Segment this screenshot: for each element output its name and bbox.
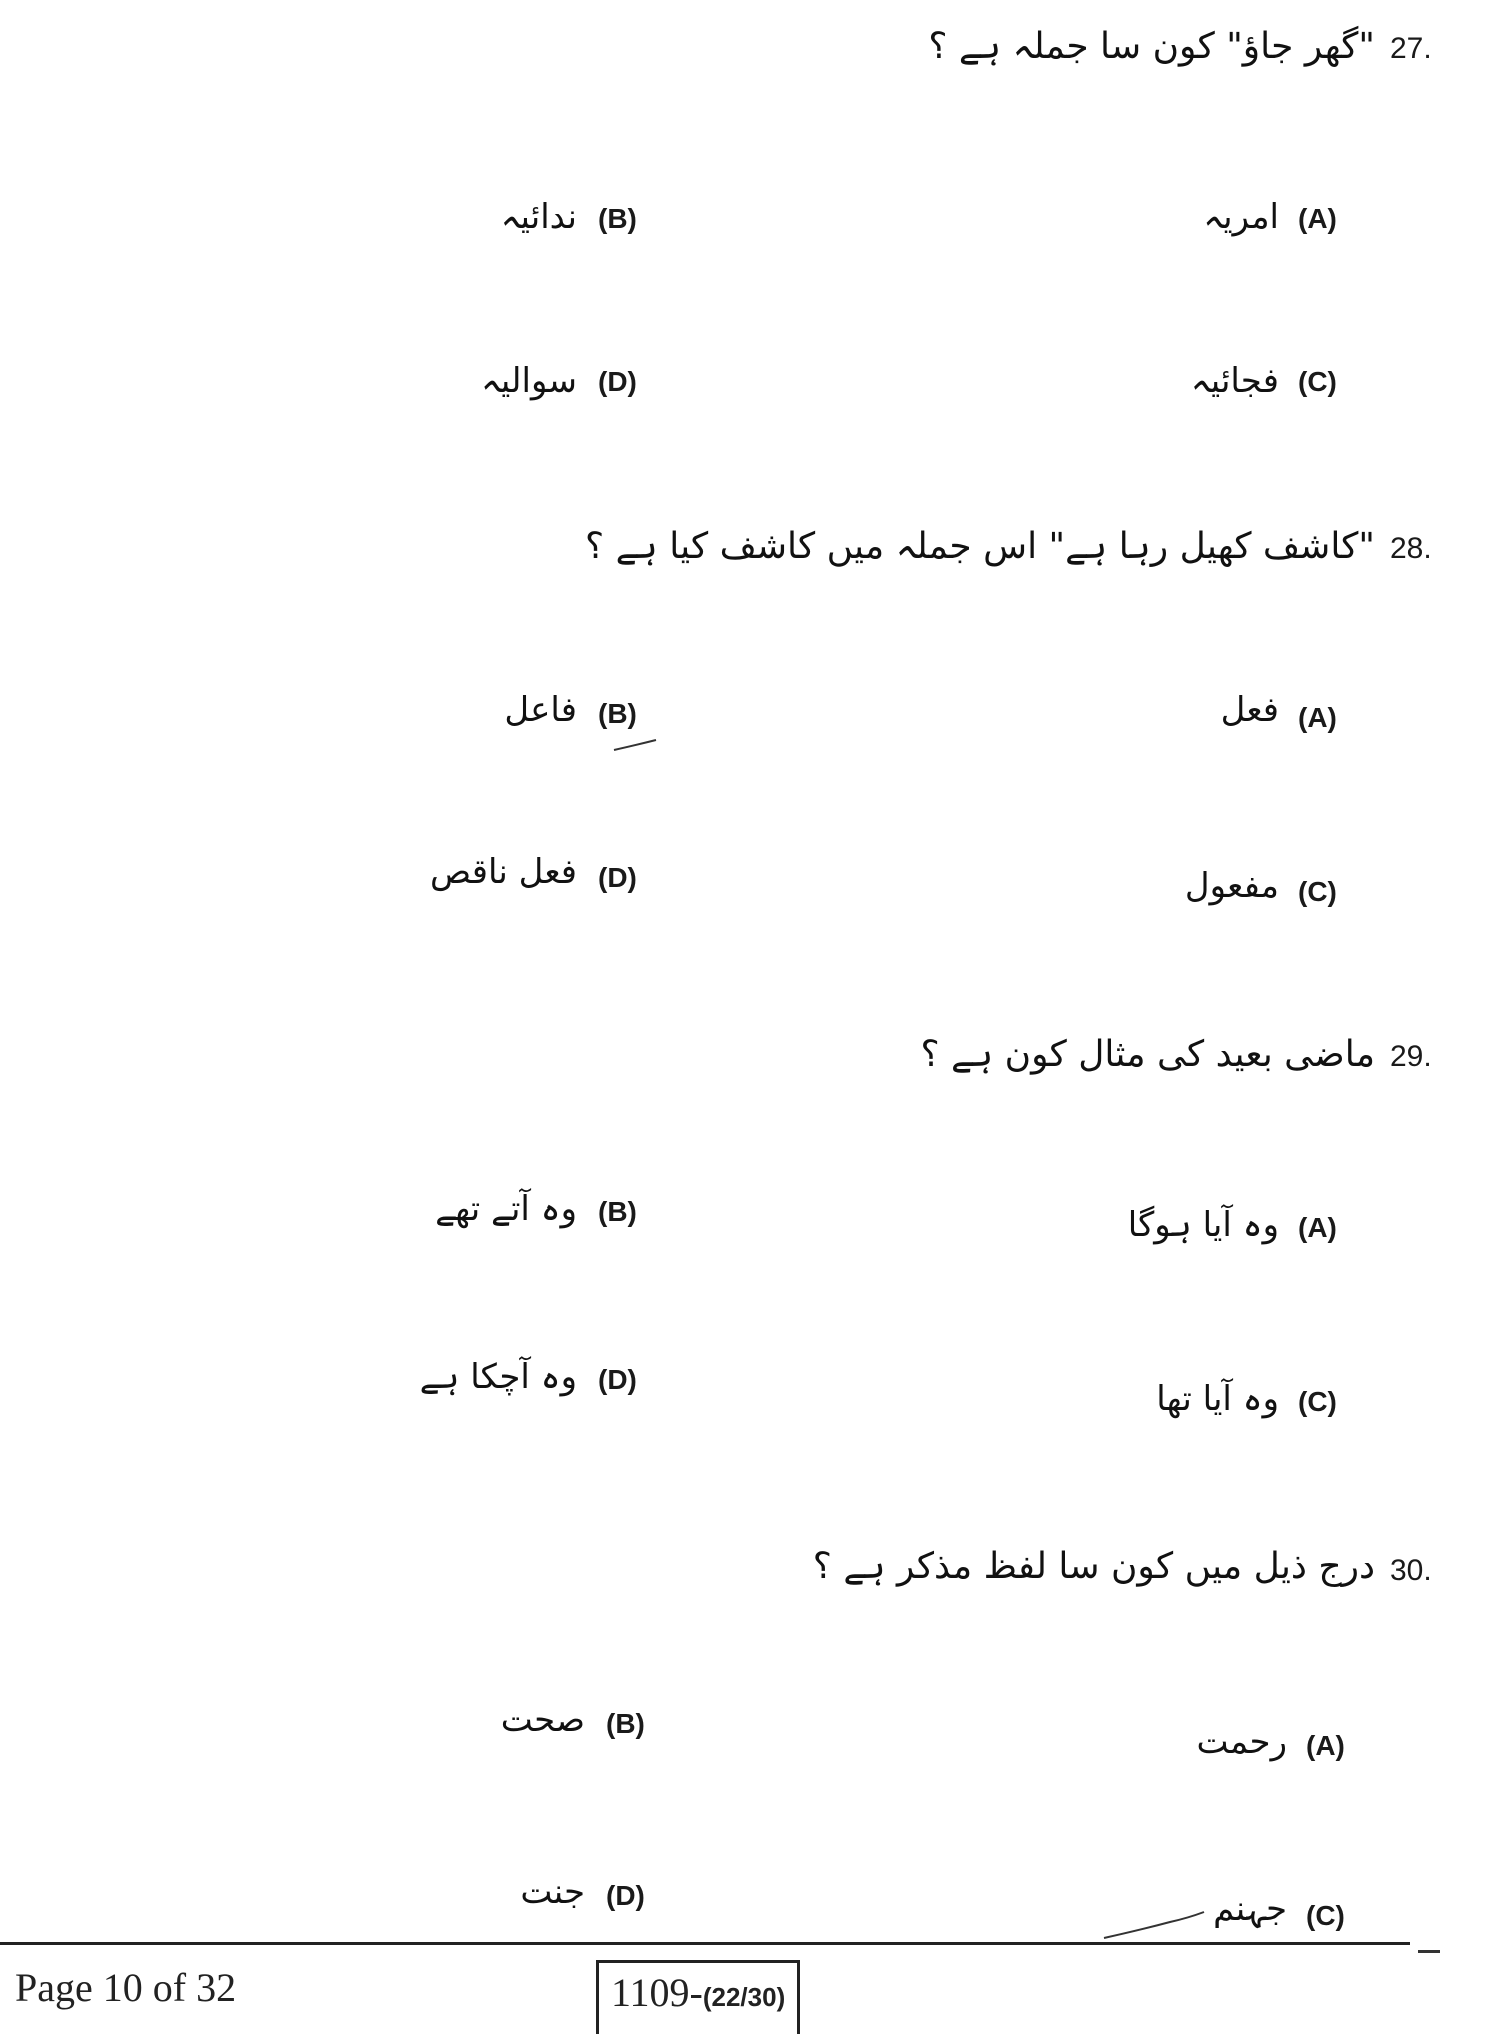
paper-code-box — [596, 1960, 800, 2034]
q28-option-d-text: فعل ناقص — [430, 852, 577, 892]
q28-option-c-letter: (C) — [1298, 876, 1337, 907]
q27-option-d-text: سوالیہ — [480, 361, 577, 401]
q29-option-a-letter: (A) — [1298, 1212, 1337, 1243]
pen-stroke-mark — [1100, 1908, 1210, 1944]
q28-option-a-letter: (A) — [1298, 702, 1337, 733]
q30-option-d-letter: (D) — [606, 1880, 645, 1911]
question-28-text: "کاشف کھیل رہا ہے" اس جملہ میں کاشف کیا ہے ؟ — [585, 526, 1375, 567]
q29-option-c-text: وہ آیا تھا — [1156, 1379, 1279, 1419]
q28-option-d-letter: (D) — [598, 862, 637, 893]
q27-option-c-letter: (C) — [1298, 366, 1337, 397]
question-28-number: 28. — [1390, 532, 1432, 565]
question-27-text: "گھر جاؤ" کون سا جملہ ہے ؟ — [928, 26, 1375, 67]
q30-option-d-text: جنت — [520, 1872, 585, 1912]
q29-option-b-text: وہ آتے تھے — [435, 1189, 577, 1229]
q29-option-b-letter: (B) — [598, 1196, 637, 1227]
q28-option-c-text: مفعول — [1184, 866, 1279, 906]
q29-option-d-text: وہ آچکا ہے — [419, 1357, 577, 1397]
q27-option-b-text: ندائیہ — [500, 197, 577, 237]
q30-option-a-text: رحمت — [1196, 1722, 1287, 1762]
question-30-number: 30. — [1390, 1554, 1432, 1587]
q30-option-c-letter: (C) — [1306, 1900, 1345, 1931]
q30-option-b-letter: (B) — [606, 1708, 645, 1739]
q30-option-b-text: صحت — [500, 1700, 585, 1740]
q30-option-a-letter: (A) — [1306, 1730, 1345, 1761]
q28-option-b-text: فاعل — [504, 690, 577, 730]
q28-option-a-text: فعل — [1220, 690, 1279, 730]
footer-tick-mark — [1418, 1950, 1440, 1953]
page-number-label: Page 10 of 32 — [15, 1965, 237, 2010]
question-29-text: ماضی بعید کی مثال کون ہے ؟ — [920, 1034, 1375, 1075]
question-27-number: 27. — [1390, 32, 1432, 65]
q29-option-d-letter: (D) — [598, 1364, 637, 1395]
q27-option-a-text: امریہ — [1203, 197, 1279, 237]
q27-option-a-letter: (A) — [1298, 203, 1337, 234]
footer-divider — [0, 1942, 1410, 1945]
question-29-number: 29. — [1390, 1040, 1432, 1073]
q27-option-d-letter: (D) — [598, 366, 637, 397]
paper-code-sub: (22/30) — [702, 1982, 786, 2012]
paper-code-main: 1109- — [611, 1970, 703, 2015]
q29-option-a-text: وہ آیا ہوگا — [1127, 1205, 1279, 1245]
q30-option-c-text: جہنم — [1213, 1889, 1287, 1929]
question-30-text: درج ذیل میں کون سا لفظ مذکر ہے ؟ — [812, 1546, 1375, 1587]
q29-option-c-letter: (C) — [1298, 1386, 1337, 1417]
pen-underline-mark — [612, 736, 662, 756]
q28-option-b-letter: (B) — [598, 698, 637, 729]
q27-option-c-text: فجائیہ — [1190, 361, 1279, 401]
q27-option-b-letter: (B) — [598, 203, 637, 234]
